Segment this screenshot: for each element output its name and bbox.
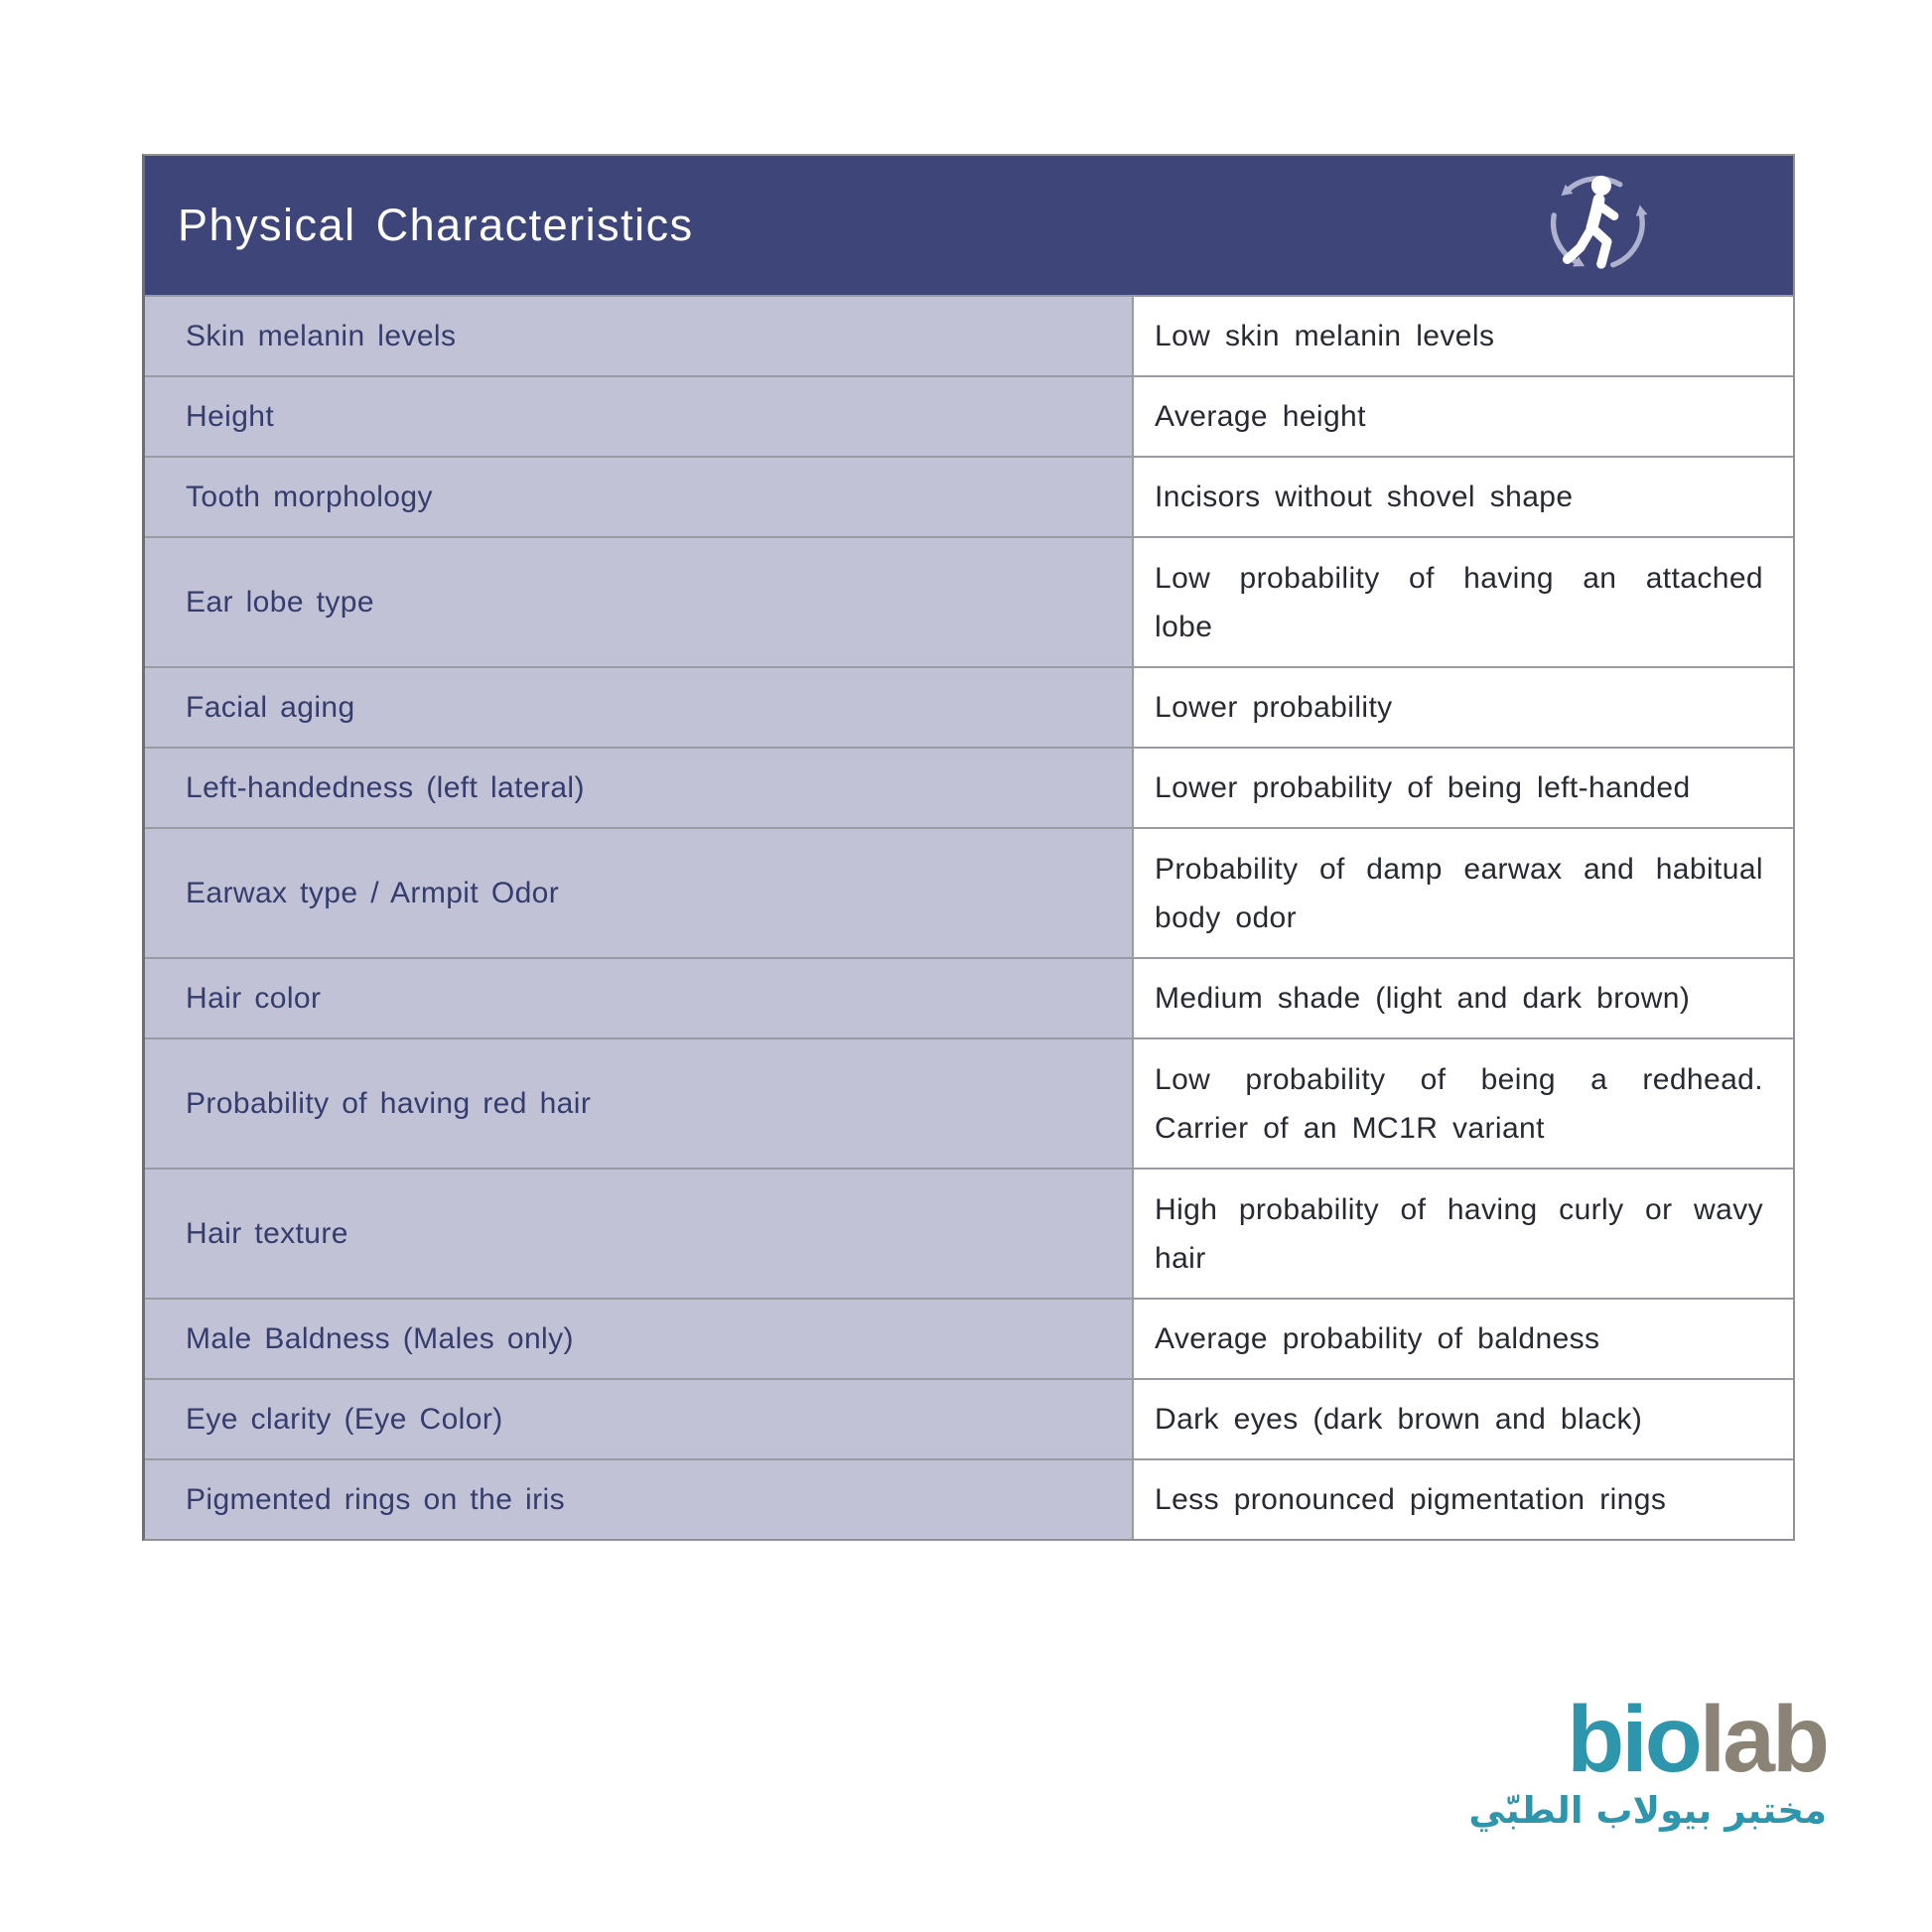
characteristic-label: Facial aging: [145, 668, 1134, 747]
characteristic-label: Pigmented rings on the iris: [145, 1460, 1134, 1539]
table-row: [145, 666, 1793, 747]
characteristic-value: Average height: [1134, 377, 1793, 456]
characteristic-label: Skin melanin levels: [145, 297, 1134, 375]
biolab-arabic-tagline: مختبر بيولاب الطبّي: [1468, 1789, 1827, 1832]
table-row: [145, 827, 1793, 957]
characteristic-label: Ear lobe type: [145, 538, 1134, 666]
biolab-wordmark-bio: bio: [1567, 1687, 1700, 1792]
table-row: [145, 536, 1793, 666]
table-row: [145, 1378, 1793, 1458]
biolab-wordmark-lab: lab: [1699, 1687, 1827, 1792]
table-row: [145, 375, 1793, 456]
table-row: [145, 1298, 1793, 1378]
characteristic-label: Earwax type / Armpit Odor: [145, 829, 1134, 957]
physical-characteristics-table: [142, 154, 1795, 1541]
table-row: [145, 1037, 1793, 1168]
characteristic-value: Less pronounced pigmentation rings: [1134, 1460, 1793, 1539]
characteristic-label: Probability of having red hair: [145, 1039, 1134, 1168]
table-row: [145, 957, 1793, 1037]
characteristic-value: Dark eyes (dark brown and black): [1134, 1380, 1793, 1458]
characteristic-value: High probability of having curly or wavy hair: [1134, 1170, 1793, 1298]
biolab-logo: [1468, 1687, 1827, 1835]
table-row: [145, 1168, 1793, 1298]
characteristic-value: Probability of damp earwax and habitual body odor: [1134, 829, 1793, 957]
table-row: [145, 747, 1793, 827]
page-title: Physical Characteristics: [178, 200, 694, 250]
characteristic-value: Incisors without shovel shape: [1134, 458, 1793, 536]
table-row: [145, 456, 1793, 536]
characteristic-value: Medium shade (light and dark brown): [1134, 959, 1793, 1037]
characteristics-table-body: [145, 295, 1793, 1539]
characteristic-label: Hair color: [145, 959, 1134, 1037]
characteristic-label: Left-handedness (left lateral): [145, 749, 1134, 827]
characteristic-value: Low probability of having an attached lobe: [1134, 538, 1793, 666]
characteristic-value: Lower probability: [1134, 668, 1793, 747]
characteristic-label: Tooth morphology: [145, 458, 1134, 536]
characteristic-value: Low skin melanin levels: [1134, 297, 1793, 375]
characteristic-value: Average probability of baldness: [1134, 1300, 1793, 1378]
characteristic-value: Low probability of being a redhead. Carrier of an MC1R variant: [1134, 1039, 1793, 1168]
characteristic-label: Hair texture: [145, 1170, 1134, 1298]
characteristic-label: Male Baldness (Males only): [145, 1300, 1134, 1378]
table-header: [145, 156, 1793, 295]
characteristic-value: Lower probability of being left-handed: [1134, 749, 1793, 827]
walking-person-cycle-icon: [1537, 167, 1654, 284]
table-row: [145, 295, 1793, 375]
characteristic-label: Eye clarity (Eye Color): [145, 1380, 1134, 1458]
table-row: [145, 1458, 1793, 1539]
biolab-wordmark: [1468, 1687, 1827, 1792]
characteristic-label: Height: [145, 377, 1134, 456]
walking-person-glyph: [1568, 176, 1614, 264]
